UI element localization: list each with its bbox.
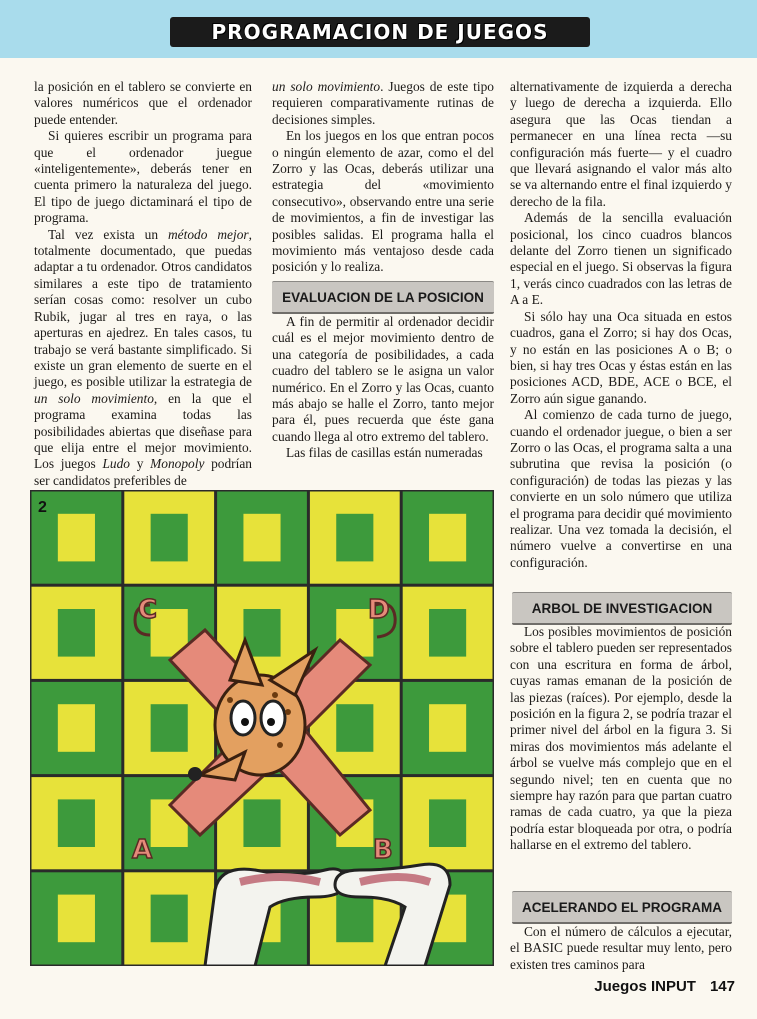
board-inner-square xyxy=(429,609,466,657)
square-letter-d: D xyxy=(368,595,390,625)
square-letter-a: A xyxy=(132,835,153,865)
figure-number: 2 xyxy=(38,499,47,516)
square-letter-c: C xyxy=(138,595,158,625)
page-footer xyxy=(580,978,735,995)
board-inner-square xyxy=(58,799,95,847)
paragraph: Las filas de casillas están numeradas xyxy=(286,445,483,461)
column-right xyxy=(510,79,732,571)
board-inner-square xyxy=(151,895,188,943)
paragraph: A fin de permitir al ordenador decidir cuál es el mejor movimiento dentro de una categoría de posibilidades, a cada cuadro del tablero se le asigna un valor numérico. En el Zorro y las Ocas, cuanto más abajo se halle el Zorro, tanto mejor para él, pues recuerda que éste gana cuando llega al otro extremo del tablero. xyxy=(272,314,494,444)
board-inner-square xyxy=(58,895,95,943)
board-inner-square xyxy=(243,799,280,847)
board-inner-square xyxy=(336,895,373,943)
paragraph: Con el número de cálculos a ejecutar, el BASIC puede resultar muy lento, pero existen tres caminos para xyxy=(510,924,732,972)
header-banner xyxy=(0,0,757,58)
board-inner-square xyxy=(429,799,466,847)
paragraph: Si sólo hay una Oca situada en estos cuadros, gana el Zorro; si hay dos Ocas, y no están en las posiciones A o B; o bien, si hay tres Ocas y éstas están en las posiciones ACD, BDE, ACE o BCE, el Zorro aún sigue ganando. xyxy=(510,308,732,406)
page-title: PROGRAMACION DE JUEGOS xyxy=(170,17,590,47)
section-heading-arbol: ARBOL DE INVESTIGACION xyxy=(512,592,732,625)
board-inner-square xyxy=(151,704,188,752)
paragraph: Si quieres escribir un programa para que el ordenador juegue «inteligentemente», deberás tener en cuenta primero la naturaleza del juego. El tipo de juego dictaminará el tipo de programa. xyxy=(34,128,252,226)
paragraph: alternativamente de izquierda a derecha y luego de derecha a izquierda. Ello asegura que las Ocas tiendan a permanecer en una línea recta —su configuración más fuerte— y el cuadro que llevará asignando el valor más alto se va alternando entre el final izquierdo y derecho de la fila. xyxy=(510,79,732,209)
paragraph: Los posibles movimientos de posición sobre el tablero pueden ser representados con una escritura en forma de árbol, cuyas ramas emanan de la posición de las piezas (raíces). Por ejemplo, desde la posición en la figura 2, se podría trazar el primer nivel del árbol en la figura 3. Si miras dos movimientos más adelante el árbol se vuelve más complejo que en el segundo nivel; ten en cuenta que no siempre hay razón para que partan cuatro ramas de cada cuatro, ya que la pieza podría estar bloqueada por otra, o podría hallarse en el extremo del tablero. xyxy=(510,624,732,853)
section-heading-evaluacion: EVALUACION DE LA POSICION xyxy=(272,281,494,314)
board-inner-square xyxy=(58,514,95,562)
page-number: 147 xyxy=(709,978,735,995)
board-svg xyxy=(30,490,494,966)
board-inner-square xyxy=(429,704,466,752)
section-heading-acelerando: ACELERANDO EL PROGRAMA xyxy=(512,891,732,924)
board-inner-square xyxy=(243,514,280,562)
board-inner-square xyxy=(58,704,95,752)
column-right-end xyxy=(510,924,732,973)
board-inner-square xyxy=(336,514,373,562)
paragraph: la posición en el tablero se convierte en valores numéricos que el ordenador puede entender. xyxy=(34,79,252,127)
column-right-continued xyxy=(510,624,732,854)
board-inner-square xyxy=(336,704,373,752)
column-middle-continued xyxy=(272,314,494,462)
square-letter-b: B xyxy=(373,835,393,865)
paragraph: Al comienzo de cada turno de juego, cuando el ordenador juegue, o bien a ser Zorro o las Ocas, el programa salta a una subrutina que revisa la posición (o configuración) de todas las piezas y las convierte en un solo número que utiliza el programa para decidir qué movimiento realizar. Una vez tomada la decisión, el número vuelve a convertirse en una configuración. xyxy=(510,407,732,570)
paragraph: un solo movimiento. Juegos de este tipo requieren comparativamente rutinas de decisiones simples. xyxy=(272,79,494,127)
board-inner-square xyxy=(58,609,95,657)
board-inner-square xyxy=(429,514,466,562)
column-middle xyxy=(272,79,494,276)
paragraph: Tal vez exista un método mejor, totalmente documentado, que puedas adaptar a tu ordenador. Otros candidatos similares a este tipo de tratamiento serían cosas como: resolver un cubo Rubik, jugar al tres en raya, o las aperturas en ajedrez. En tales casos, tu trabajo se verá bastante simplificado. Si existe un gran elemento de suerte en el juego, es posible utilizar la estrategia de un solo movimiento, en la que el programa examina todas las posibilidades abiertas que diseñase para que elija entre el mejor movimiento. Los juegos Ludo y Monopoly podrían ser candidatos preferibles de xyxy=(34,226,252,488)
figure-board-illustration xyxy=(30,490,494,966)
board-inner-square xyxy=(151,514,188,562)
paragraph: Además de la sencilla evaluación posicional, los cinco cuadros blancos delante del Zorro tienen un significado especial en el juego. Si observas la figura 1, verás cinco cuadrados con las letras de A a E. xyxy=(510,210,732,308)
footer-section: Juegos INPUT xyxy=(594,978,696,995)
column-left xyxy=(34,79,252,489)
paragraph: En los juegos en los que entran pocos o ningún elemento de azar, como el del Zorro y las Ocas, deberás utilizar una estrategia del «movimiento consecutivo», observando entre una serie de movimientos, a fin de investigar las posibles salidas. El programa halla el movimiento más ventajoso desde cada posición y lo realiza. xyxy=(272,128,494,275)
